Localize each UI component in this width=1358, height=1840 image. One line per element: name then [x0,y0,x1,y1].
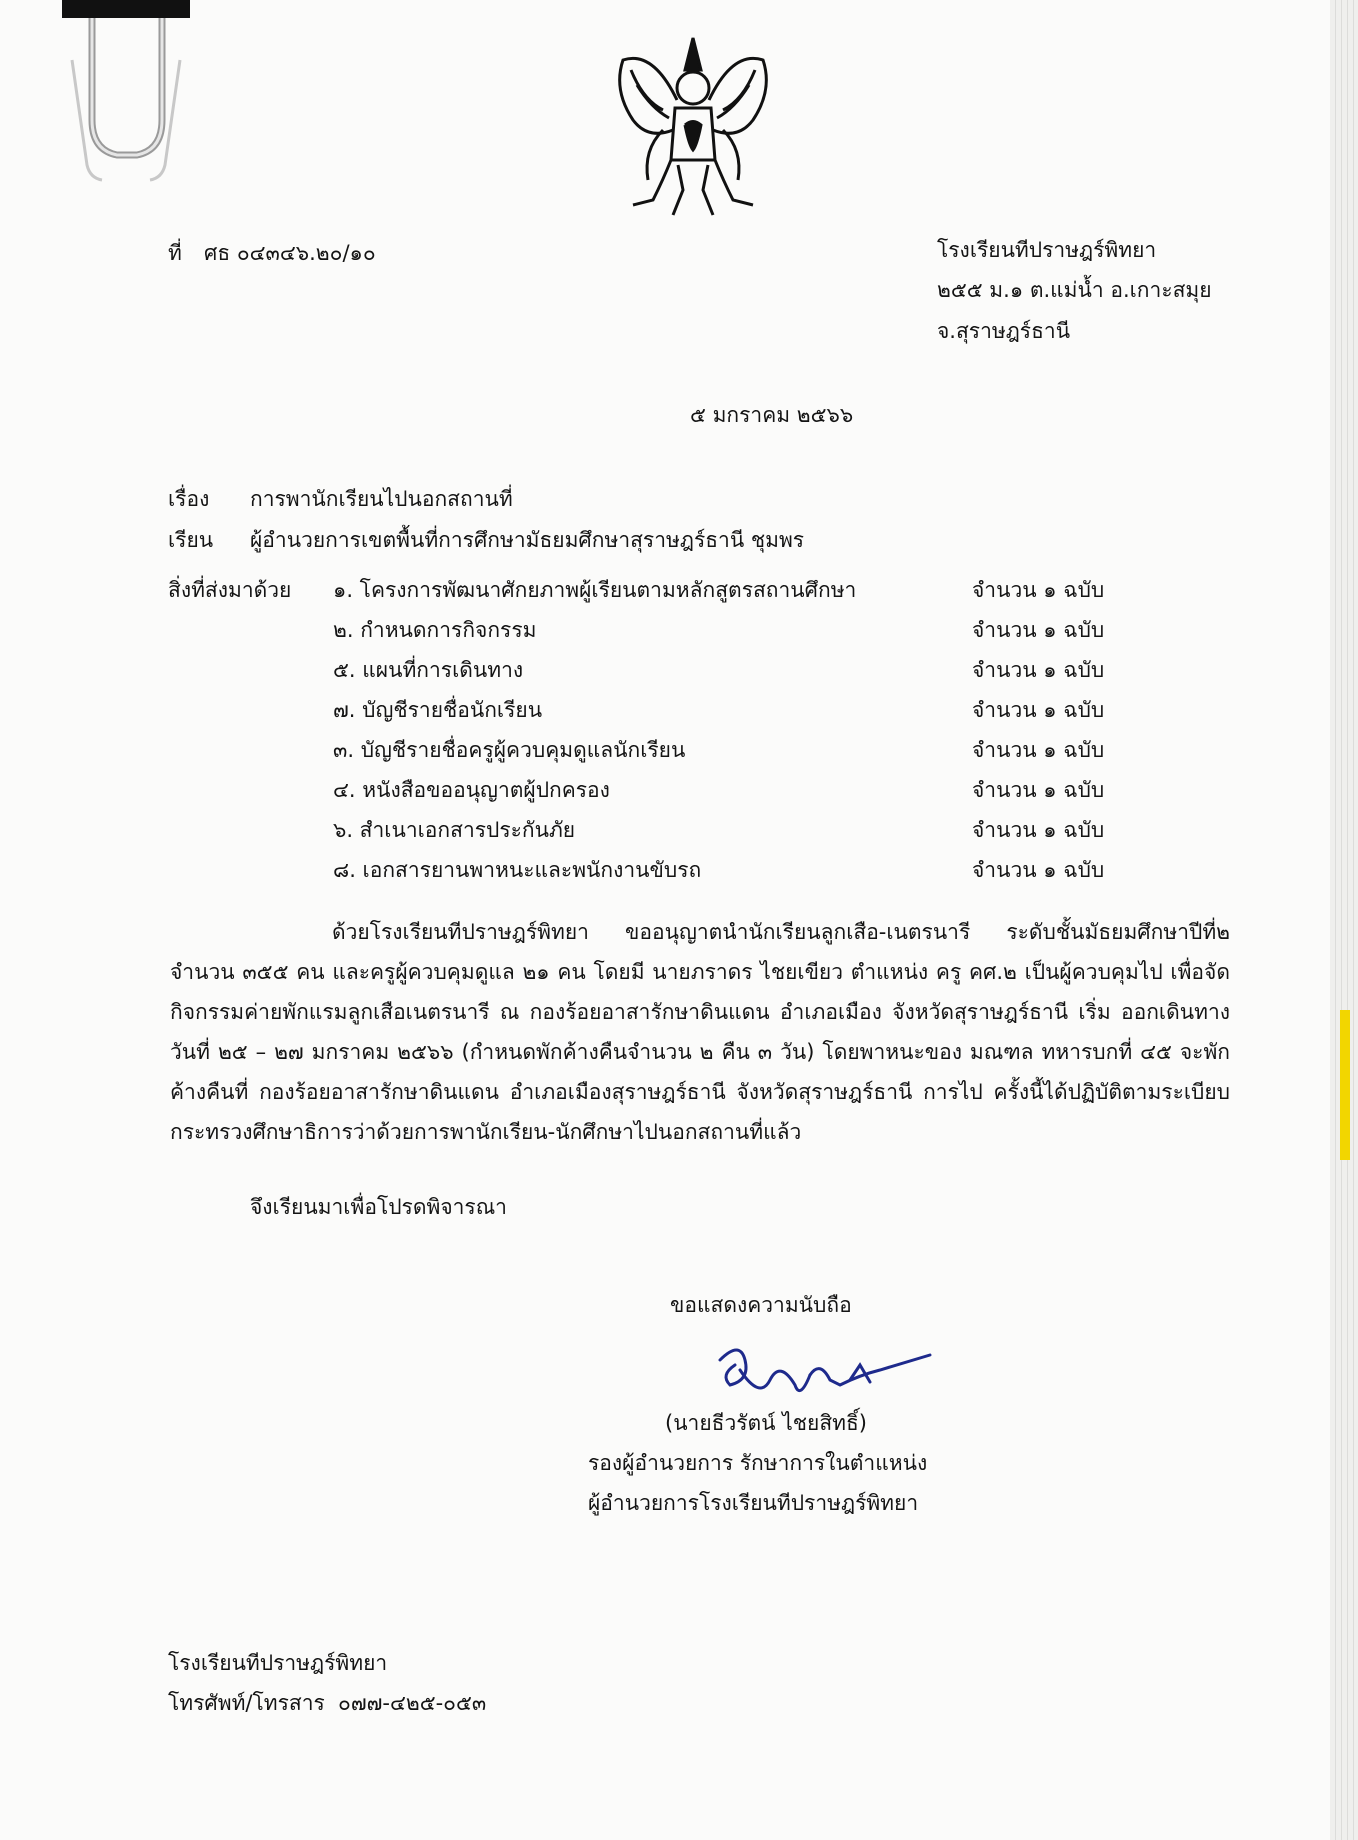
enclosure-item-qty: จำนวน ๑ ฉบับ [972,778,1105,802]
school-address-line1: ๒๕๕ ม.๑ ต.แม่น้ำ อ.เกาะสมุย [937,278,1212,302]
yellow-tab-marker [1340,1010,1350,1160]
body-paragraph [170,912,1230,1152]
enclosures-label: สิ่งที่ส่งมาด้วย [168,578,292,602]
enclosure-item-text: ๒. กำหนดการกิจกรรม [333,618,537,642]
reference-number: ศธ ๐๔๓๔๖.๒๐/๑๐ [204,241,376,265]
footer-phone-number: ๐๗๗-๔๒๕-๐๕๓ [338,1691,487,1715]
salutation: ขอแสดงความนับถือ [670,1293,852,1317]
body-paragraph-text: ด้วยโรงเรียนทีปราษฎร์พิทยา ขออนุญาตนำนักเรียนลูกเสือ-เนตรนารี ระดับชั้นมัธยมศึกษาปีที่๒ จำนวน ๓๕๕ คน และครูผู้ควบคุมดูแล ๒๑ คน โดยมี นายภราดร ไชยเขียว ตำแหน่ง ครู คศ.๒ เป็นผู้ควบคุมไป เพื่อจัดกิจกรรมค่ายพักแรมลูกเสือเนตรนารี ณ กองร้อยอาสารักษาดินแดน อำเภอเมือง จังหวัดสุราษฎร์ธานี เริ่ม ออกเดินทางวันที่ ๒๕ – ๒๗ มกราคม ๒๕๖๖ (กำหนดพักค้างคืนจำนวน ๒ คืน ๓ วัน) โดยพาหนะของ มณฑล ทหารบกที่ ๔๕ จะพักค้างคืนที่ กองร้อยอาสารักษาดินแดน อำเภอเมืองสุราษฎร์ธานี จังหวัดสุราษฎร์ธานี การไป ครั้งนี้ได้ปฏิบัติตามระเบียบกระทรวงศึกษาธิการว่าด้วยการพานักเรียน-นักศึกษาไปนอกสถานที่แล้ว [170,920,1230,1144]
reference-label: ที่ [168,241,182,265]
enclosure-item-text: ๓. บัญชีรายชื่อครูผู้ควบคุมดูแลนักเรียน [333,738,686,762]
enclosure-item-text: ๖. สำเนาเอกสารประกันภัย [333,818,576,842]
footer-school-name: โรงเรียนทีปราษฎร์พิทยา [168,1651,388,1675]
closing-request: จึงเรียนมาเพื่อโปรดพิจารณา [250,1195,507,1219]
enclosure-item-text: ๕. แผนที่การเดินทาง [333,658,524,682]
signatory-position-line2: ผู้อำนวยการโรงเรียนทีปราษฎร์พิทยา [588,1491,919,1515]
enclosure-item-qty: จำนวน ๑ ฉบับ [972,858,1105,882]
subject-text: การพานักเรียนไปนอกสถานที่ [250,487,513,511]
enclosure-item-qty: จำนวน ๑ ฉบับ [972,578,1105,602]
enclosure-item-qty: จำนวน ๑ ฉบับ [972,738,1105,762]
enclosure-item-text: ๑. โครงการพัฒนาศักยภาพผู้เรียนตามหลักสูตรสถานศึกษา [333,578,857,602]
school-name: โรงเรียนทีปราษฎร์พิทยา [937,238,1157,262]
enclosure-item-qty: จำนวน ๑ ฉบับ [972,618,1105,642]
stacked-paper-edge [1330,0,1358,1840]
footer-phone-label: โทรศัพท์/โทรสาร [168,1691,325,1715]
garuda-emblem-icon [603,30,783,230]
binder-clip-icon [62,0,190,186]
letter-date: ๕ มกราคม ๒๕๖๖ [690,403,854,427]
enclosure-item-text: ๗. บัญชีรายชื่อนักเรียน [333,698,543,722]
addressee-text: ผู้อำนวยการเขตพื้นที่การศึกษามัธยมศึกษาสุราษฎร์ธานี ชุมพร [250,528,805,552]
enclosure-item-qty: จำนวน ๑ ฉบับ [972,818,1105,842]
signature-mark [700,1340,950,1410]
addressee-label: เรียน [168,528,214,552]
enclosure-item-qty: จำนวน ๑ ฉบับ [972,658,1105,682]
enclosure-item-qty: จำนวน ๑ ฉบับ [972,698,1105,722]
signatory-name: (นายธีวรัตน์ ไชยสิทธิ์) [665,1411,867,1435]
school-address-line2: จ.สุราษฎร์ธานี [937,319,1071,343]
enclosure-item-text: ๔. หนังสือขออนุญาตผู้ปกครอง [333,778,610,802]
subject-label: เรื่อง [168,487,210,511]
signatory-position-line1: รองผู้อำนวยการ รักษาการในตำแหน่ง [588,1451,928,1475]
enclosure-item-text: ๘. เอกสารยานพาหนะและพนักงานขับรถ [333,858,702,882]
